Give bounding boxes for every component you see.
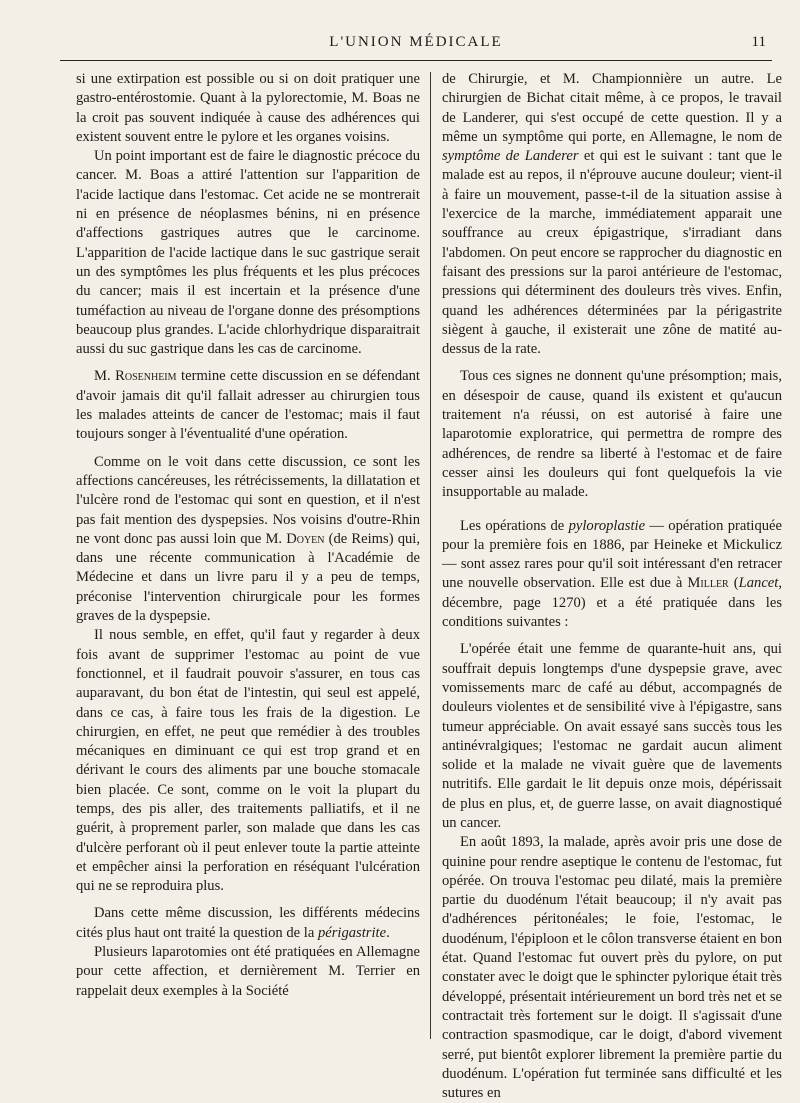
right-column <box>442 70 782 1102</box>
author-name: Miller <box>687 575 729 592</box>
author-name: M. Doyen <box>265 530 325 547</box>
page-header <box>60 30 772 58</box>
column-divider <box>430 72 431 1039</box>
header-rule <box>60 60 772 61</box>
paragraph: Plusieurs laparotomies ont été pratiquées en Allemagne pour cette affection, et dernièrement M. Terrier en rappelait deux exemples à la Société <box>76 944 420 999</box>
paragraph: En août 1893, la malade, après avoir pris une dose de quinine pour rendre aseptique le contenu de l'estomac, fut opérée. On trouva l'estomac peu dilaté, mais la première partie du duodénum l'était beaucoup; il n'y avait pas d'adhérences péritonéales; le foie, l'estomac, le duodénum, l'épiploon et le côlon transverse étaient en bon état. Quand l'estomac fut ouvert près du pylore, on put constater avec le doigt que le sphincter pylorique était très développé, présentait intérieurement un bord très net et se contractait très fortement sur le doigt. Il s'agissait d'une contraction spasmodique, car le doigt, d'abord vivement serré, put bientôt explorer librement la première partie du duodénum. L'opération fut terminée sans difficulté et les sutures en <box>442 834 782 1102</box>
paragraph: Il nous semble, en effet, qu'il faut y regarder à deux fois avant de supprimer l'estomac au point de vue fonctionnel, et il faudrait pouvoir s'assurer, en tous cas auparavant, du bon état de l'intestin, qui seul est appelé, dans ce cas, à faire tous les frais de la digestion. Le chirurgien, en effet, ne peut que remédier à des troubles mécaniques en diminuant ce qui est trop grand et en dérivant le cours des aliments par une bouche stomacale bien placée. Ce sont, comme on le voit la plupart du temps, des pis aller, des traitements palliatifs, et il ne guérit, à proprement parler, son malade que dans les cas d'ulcère perforant où il peut enlever toute la partie atteinte et empêcher ainsi la perforation en réséquant l'ulcération qui ne se reproduira plus. <box>76 627 420 895</box>
paragraph: Un point important est de faire le diagnostic précoce du cancer. M. Boas a attiré l'attention sur l'apparition de l'acide lactique dans l'estomac. Cet acide ne se montrerait ni en présence de néoplasmes bénins, ni en présence d'affections gastriques autres que le carcinome. L'apparition de l'acide lactique dans le suc gastrique serait un des symptômes les plus fréquents et les plus précoces du cancer; mais il est incertain et la présence d'une tuméfaction au niveau de l'organe donne des présomptions beaucoup plus grandes. L'acide chlorhydrique disparaitrait aussi du suc gastrique dans les cas de carcinome. <box>76 148 420 358</box>
paragraph: si une extirpation est possible ou si on doit pratiquer une gastro-entérostomie. Quant à la pylorectomie, M. Boas ne la croit pas souvent indiquée à cause des adhérences qui existent souvent entre le pylore et les organes voisins. <box>76 71 420 145</box>
paragraph: Les opérations de pyloroplastie — opération pratiquée pour la première fois en 1886, par Heineke et Mickulicz — sont assez rares pour qu'il soit intéressant d'en retracer une nouvelle observation. Elle est due à Miller (Lancet, décembre, page 1270) et a été pratiquée dans les conditions suivantes : <box>442 517 782 631</box>
author-name: M. Rosenheim <box>94 368 177 385</box>
page-number: 11 <box>751 34 766 50</box>
paragraph: L'opérée était une femme de quarante-huit ans, qui souffrait depuis longtemps d'une dyspepsie grave, avec vomissements marc de café au début, accompagnés de douleurs violentes et de sensibilité vive à l'épigastre, sans tumeur appréciable. On avait essayé sans succès tous les antinévralgiques; l'estomac ne gardait aucun aliment solide et la malade ne vivait guère que de lavements nutritifs. Elle gardait le lit depuis onze mois, dépérissait de plus en plus, et, de guerre lasse, on avait diagnostiqué un cancer. <box>442 641 782 831</box>
paragraph: Dans cette même discussion, les différents médecins cités plus haut ont traité la question de la périgastrite. <box>76 905 420 941</box>
running-title: L'UNION MÉDICALE <box>329 34 503 50</box>
paragraph: M. Rosenheim termine cette discussion en se défendant d'avoir jamais dit qu'il fallait adresser au chirurgien tous les malades atteints de cancer de l'estomac; mais il faut toujours songer à l'éventualité d'une opération. <box>76 368 420 443</box>
left-column <box>76 70 420 1041</box>
paragraph: de Chirurgie, et M. Championnière un autre. Le chirurgien de Bichat citait même, à ce propos, le travail de Landerer, qui s'est occupé de cette question. Il y a même un symptôme qui porte, en Allemagne, le nom de symptôme de Landerer et qui est le suivant : tant que le malade est au repos, il n'éprouve aucune douleur; vient-il à faire un mouvement, passe-t-il de la situation assise à l'exercice de la marche, immédiatement apparait une souffrance au creux épigastrique, s'irradiant dans l'abdomen. On peut encore se rapprocher du diagnostic en faisant des pressions sur la paroi antérieure de l'estomac, pressions qui déterminent des douleurs très vives. Enfin, quand les adhérences déterminées par la périgastrite siègent à gauche, il existerait une zône de matité au-dessus de la rate. <box>442 71 782 358</box>
paragraph: Tous ces signes ne donnent qu'une présomption; mais, en désespoir de cause, quand ils existent et qu'aucun traitement n'a réussi, on est autorisé à faire une laparotomie exploratrice, qui permettra de rompre des adhérences, de rendre sa liberté à l'estomac et de faire cesser ainsi les douleurs qui font quelquefois la vie insupportable au malade. <box>442 368 782 501</box>
paragraph: Comme on le voit dans cette discussion, ce sont les affections cancéreuses, les rétrécissements, la dillatation et l'ulcère rond de l'estomac qui sont en question, et il n'est pas fait mention des dyspepsies. Nos voisins d'outre-Rhin ne vont donc pas aussi loin que M. Doyen (de Reims) qui, dans une récente communication à l'Académie de Médecine et dans un livre paru il y a peu de temps, préconise l'intervention chirurgicale pour les formes graves de la dyspepsie. <box>76 453 420 625</box>
